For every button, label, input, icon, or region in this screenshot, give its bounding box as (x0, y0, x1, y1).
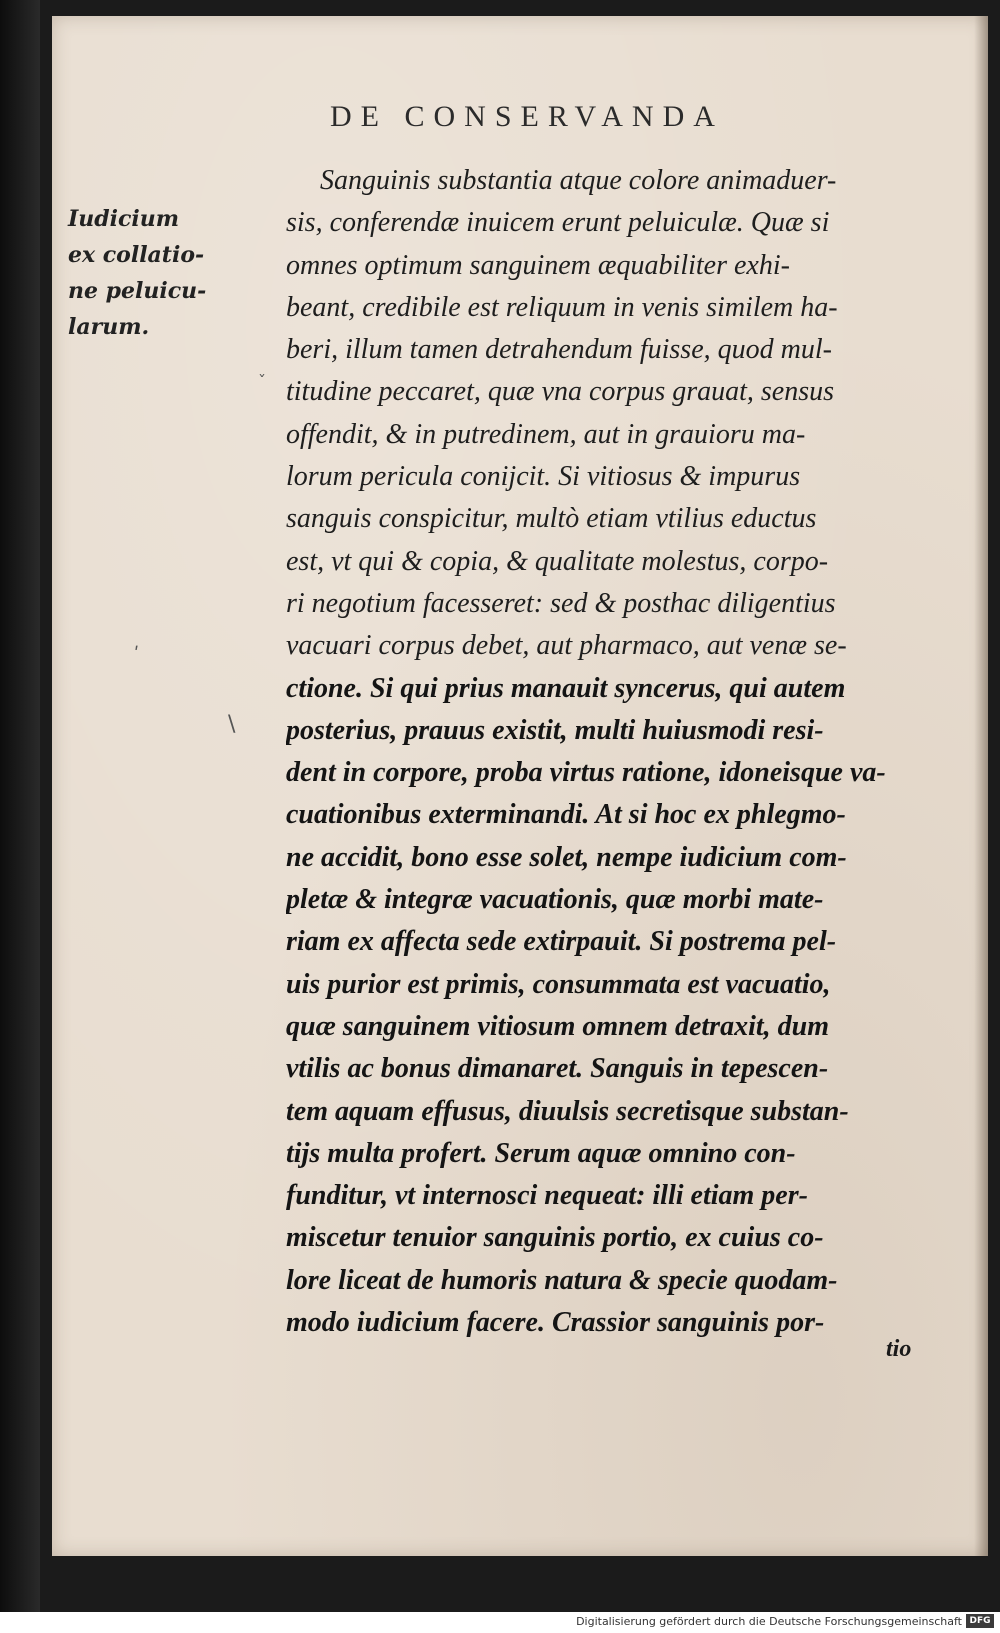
pen-mark-icon: ʹ (134, 644, 140, 665)
text-line: est, vt qui & copia, & qualitate molestus, corpo- (286, 545, 829, 577)
running-head: DE CONSERVANDA (330, 100, 724, 133)
body-text (286, 160, 926, 1344)
pen-mark-icon: ˇ (258, 372, 266, 391)
margin-note-line: larum. (68, 314, 150, 340)
text-line: posterius, prauus existit, multi huiusmodi resi- (286, 714, 824, 746)
text-line: ri negotium facesseret: sed & posthac diligentius (286, 587, 836, 619)
text-line: pletæ & integræ vacuationis, quæ morbi mate- (286, 884, 824, 916)
footer-credit: Digitalisierung gefördert durch die Deutsche Forschungsgemeinschaft (576, 1615, 962, 1628)
text-line: miscetur tenuior sanguinis portio, ex cuius co- (286, 1222, 824, 1254)
margin-note-line: ex collatio- (68, 242, 205, 268)
catchword: tio (886, 1336, 912, 1362)
margin-note (68, 201, 228, 345)
text-line: beri, illum tamen detrahendum fuisse, quod mul- (286, 334, 832, 366)
text-line: sanguis conspicitur, multò etiam vtilius eductus (286, 503, 817, 535)
text-line: tijs multa profert. Serum aquæ omnino con- (286, 1137, 796, 1169)
text-line: funditur, vt internosci nequeat: illi etiam per- (286, 1180, 808, 1212)
text-line: lore liceat de humoris natura & specie quodam- (286, 1264, 838, 1296)
text-line: offendit, & in putredinem, aut in grauioru ma- (286, 418, 806, 450)
text-line: ne accidit, bono esse solet, nempe iudicium com- (286, 841, 847, 873)
text-line: dent in corpore, proba virtus ratione, idoneisque va- (286, 757, 886, 789)
text-line: sis, conferendæ inuicem erunt peluiculæ. Quæ si (286, 207, 830, 239)
text-line: omnes optimum sanguinem æquabiliter exhi- (286, 249, 790, 281)
page-gutter-shadow (974, 16, 988, 1556)
text-line: ctione. Si qui prius manauit syncerus, qui autem (286, 672, 846, 704)
text-line: tem aquam effusus, diuulsis secretisque substan- (286, 1095, 849, 1127)
dfg-logo-icon: DFG (966, 1614, 994, 1628)
footer-bar (0, 1612, 1000, 1633)
text-line: vacuari corpus debet, aut pharmaco, aut venæ se- (286, 630, 847, 662)
text-line: lorum pericula conijcit. Si vitiosus & impurus (286, 461, 801, 493)
text-line: modo iudicium facere. Crassior sanguinis por- (286, 1307, 825, 1339)
margin-note-line: ne peluicu- (68, 278, 207, 304)
text-line: beant, credibile est reliquum in venis similem ha- (286, 291, 838, 323)
text-line: Sanguinis substantia atque colore animaduer- (320, 165, 837, 196)
margin-note-line: Iudicium (68, 206, 180, 232)
text-line: uis purior est primis, consummata est vacuatio, (286, 968, 831, 1000)
pen-mark-icon: \ (228, 712, 236, 737)
text-line: vtilis ac bonus dimanaret. Sanguis in tepescen- (286, 1053, 829, 1085)
text-line: cuationibus exterminandi. At si hoc ex phlegmo- (286, 799, 846, 831)
text-line: titudine peccaret, quæ vna corpus grauat, sensus (286, 376, 835, 408)
text-line: riam ex affecta sede extirpauit. Si postrema pel- (286, 926, 837, 958)
text-line: quæ sanguinem vitiosum omnem detraxit, dum (286, 1010, 829, 1042)
scan-edge (0, 0, 40, 1612)
